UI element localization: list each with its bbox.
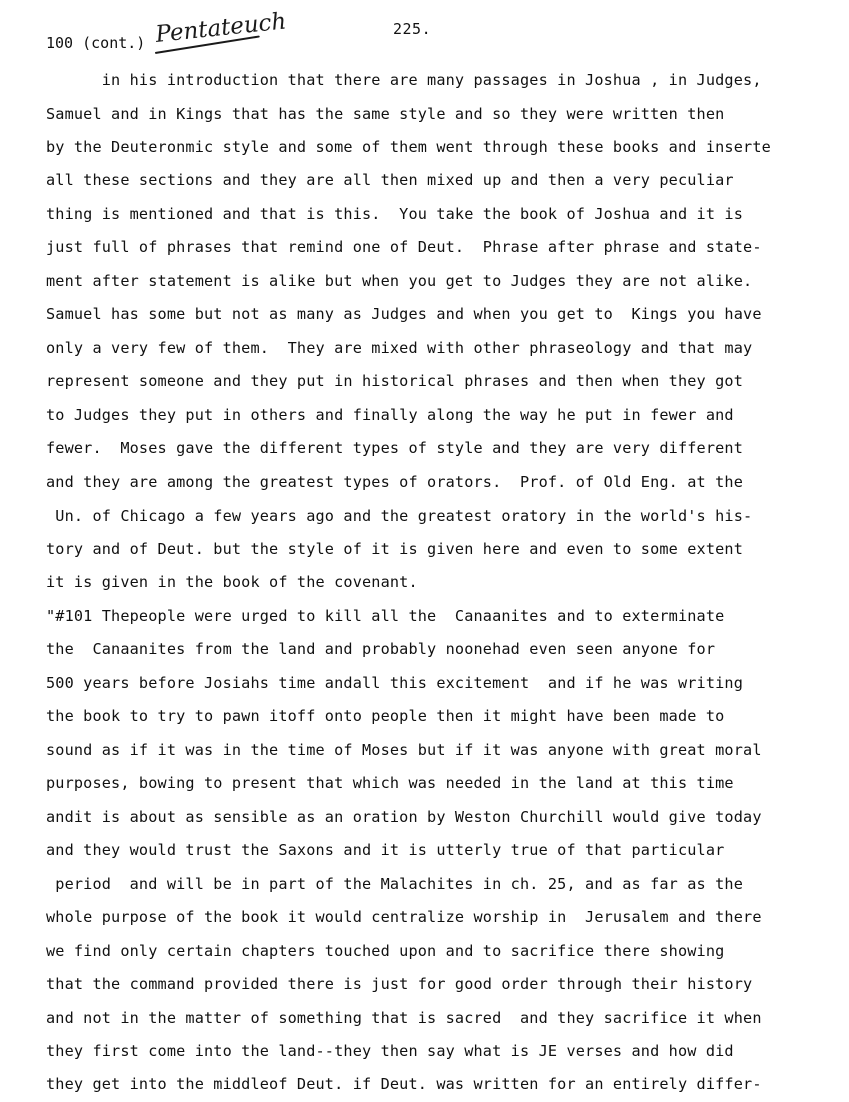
handwritten-annotation: Pentateuch bbox=[154, 8, 288, 48]
text-line: 500 years before Josiahs time andall this excitement and if he was writing bbox=[46, 674, 744, 692]
text-line: Samuel has some but not as many as Judges and when you get to Kings you have bbox=[46, 305, 762, 323]
text-line: ment after statement is alike but when you get to Judges they are not alike. bbox=[46, 272, 753, 290]
text-line: whole purpose of the book it would centralize worship in Jerusalem and there bbox=[46, 908, 762, 926]
text-line: we find only certain chapters touched upon and to sacrifice there showing bbox=[46, 942, 725, 960]
text-line: "#101 Thepeople were urged to kill all the Canaanites and to exterminate bbox=[46, 607, 725, 625]
text-line: they get into the middleof Deut. if Deut. was written for an entirely differ- bbox=[46, 1075, 762, 1093]
text-line: sound as if it was in the time of Moses but if it was anyone with great moral bbox=[46, 741, 762, 759]
text-line: the book to try to pawn itoff onto people then it might have been made to bbox=[46, 707, 725, 725]
text-line: all these sections and they are all then mixed up and then a very peculiar bbox=[46, 171, 734, 189]
text-line: only a very few of them. They are mixed with other phraseology and that may bbox=[46, 339, 753, 357]
text-line: and not in the matter of something that is sacred and they sacrifice it when bbox=[46, 1009, 762, 1027]
text-line: Samuel and in Kings that has the same style and so they were written then bbox=[46, 105, 725, 123]
text-line: tory and of Deut. but the style of it is given here and even to some extent bbox=[46, 540, 744, 558]
text-line: Un. of Chicago a few years ago and the greatest oratory in the world's his- bbox=[46, 507, 753, 525]
page-number: 225. bbox=[393, 20, 432, 38]
text-line: to Judges they put in others and finally along the way he put in fewer and bbox=[46, 406, 734, 424]
text-line: just full of phrases that remind one of Deut. Phrase after phrase and state- bbox=[46, 238, 762, 256]
text-line: purposes, bowing to present that which was needed in the land at this time bbox=[46, 774, 734, 792]
section-header: 100 (cont.) bbox=[46, 34, 146, 52]
text-line: in his introduction that there are many passages in Joshua , in Judges, bbox=[46, 71, 762, 89]
text-line: represent someone and they put in historical phrases and then when they got bbox=[46, 372, 744, 390]
text-line: and they would trust the Saxons and it is utterly true of that particular bbox=[46, 841, 725, 859]
text-line: that the command provided there is just for good order through their history bbox=[46, 975, 753, 993]
text-line: the Canaanites from the land and probably noonehad even seen anyone for bbox=[46, 640, 716, 658]
text-line: they first come into the land--they then say what is JE verses and how did bbox=[46, 1042, 734, 1060]
text-line: by the Deuteronmic style and some of them went through these books and inserte bbox=[46, 138, 771, 156]
text-line: period and will be in part of the Malachites in ch. 25, and as far as the bbox=[46, 875, 744, 893]
text-line: andit is about as sensible as an oration by Weston Churchill would give today bbox=[46, 808, 762, 826]
text-line: fewer. Moses gave the different types of style and they are very different bbox=[46, 439, 744, 457]
text-line: and they are among the greatest types of orators. Prof. of Old Eng. at the bbox=[46, 473, 744, 491]
text-line: it is given in the book of the covenant. bbox=[46, 573, 418, 591]
text-line: thing is mentioned and that is this. You take the book of Joshua and it is bbox=[46, 205, 744, 223]
